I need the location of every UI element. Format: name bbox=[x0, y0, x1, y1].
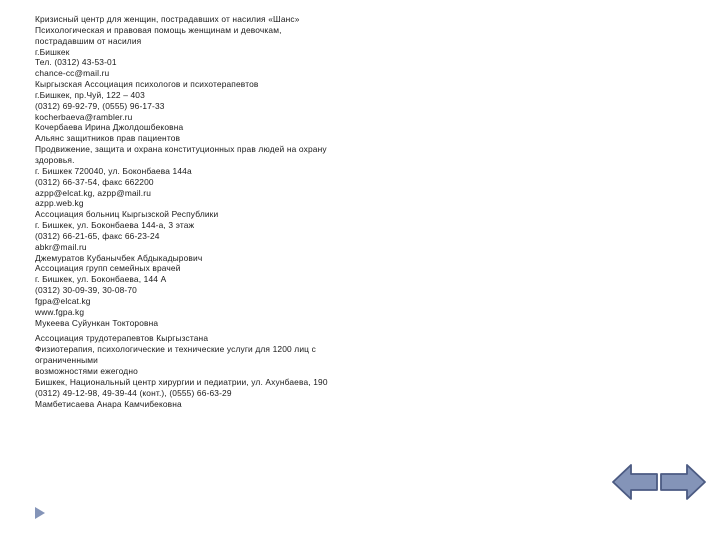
organization-email: abkr@mail.ru bbox=[35, 241, 87, 252]
organization-email: kocherbaeva@rambler.ru bbox=[35, 111, 133, 122]
organization-description: Психологическая и правовая помощь женщинам и девочкам, bbox=[35, 24, 282, 35]
organization-name: Кризисный центр для женщин, пострадавших от насилия «Шанс» bbox=[35, 14, 300, 24]
organization-address: г. Бишкек, ул. Боконбаева 144-а, 3 этаж bbox=[35, 220, 195, 231]
organization-phone: (0312) 69-92-79, (0555) 96-17-33 bbox=[35, 100, 165, 111]
organization-phone: (0312) 66-21-65, факс 66-23-24 bbox=[35, 230, 160, 241]
organization-address: Бишкек, Национальный центр хирургии и педиатрии, ул. Ахунбаева, 190 bbox=[35, 376, 328, 387]
organization-phone: Тел. (0312) 43-53-01 bbox=[35, 57, 117, 68]
organization-contact-person: Джемуратов Кубанычбек Абдыкадырович bbox=[35, 252, 203, 263]
organization-contact-person: Кочербаева Ирина Джолдошбековна bbox=[35, 122, 184, 133]
right-arrow-icon bbox=[659, 462, 706, 502]
organization-block bbox=[35, 333, 380, 409]
organization-website: www.fgpa.kg bbox=[35, 306, 85, 317]
organization-description: Продвижение, защита и охрана конституционных прав людей на охрану bbox=[35, 144, 327, 155]
organization-description: здоровья. bbox=[35, 154, 75, 165]
organization-description: пострадавшим от насилия bbox=[35, 35, 142, 46]
contact-list bbox=[35, 14, 380, 409]
organization-description: возможностями ежегодно bbox=[35, 366, 138, 376]
previous-slide-button[interactable] bbox=[612, 462, 659, 502]
organization-block bbox=[35, 14, 380, 79]
organization-phone: (0312) 30-09-39, 30-08-70 bbox=[35, 285, 137, 296]
organization-email: chance-cc@mail.ru bbox=[35, 68, 110, 79]
organization-phone: (0312) 49-12-98, 49-39-44 (конт.), (0555) 66-63-29 bbox=[35, 387, 232, 398]
organization-description: ограниченными bbox=[35, 355, 99, 366]
organization-name: Ассоциация трудотерапевтов Кыргызстана bbox=[35, 333, 209, 344]
organization-name: Ассоциация больниц Кыргызской Республики bbox=[35, 209, 219, 220]
slide-navigation bbox=[612, 462, 706, 502]
triangle-bullet-icon bbox=[34, 506, 46, 520]
organization-email: azpp@elcat.kg, azpp@mail.ru bbox=[35, 187, 152, 198]
organization-address: г. Бишкек 720040, ул. Боконбаева 144а bbox=[35, 165, 192, 176]
next-slide-button[interactable] bbox=[659, 462, 706, 502]
organization-phone: (0312) 66-37-54, факс 662200 bbox=[35, 176, 154, 187]
organization-block bbox=[35, 263, 380, 328]
left-arrow-icon bbox=[612, 462, 659, 502]
organization-name: Ассоциация групп семейных врачей bbox=[35, 263, 181, 274]
organization-address: г.Бишкек, пр.Чуй, 122 – 403 bbox=[35, 89, 145, 100]
organization-city: г.Бишкек bbox=[35, 46, 70, 57]
organization-contact-person: Мамбетисаева Анара Камчибековна bbox=[35, 398, 182, 409]
organization-website: azpp.web.kg bbox=[35, 198, 84, 209]
organization-contact-person: Мукеева Суйункан Токторовна bbox=[35, 317, 159, 328]
organization-block bbox=[35, 79, 380, 133]
organization-name: Альянс защитников прав пациентов bbox=[35, 133, 181, 144]
organization-email: fgpa@elcat.kg bbox=[35, 295, 91, 306]
organization-address: г. Бишкек, ул. Боконбаева, 144 А bbox=[35, 274, 167, 285]
organization-block bbox=[35, 209, 380, 263]
organization-name: Кыргызская Ассоциация психологов и психотерапевтов bbox=[35, 79, 259, 90]
organization-block bbox=[35, 133, 380, 209]
organization-description: Физиотерапия, психологические и технические услуги для 1200 лиц с bbox=[35, 344, 316, 355]
